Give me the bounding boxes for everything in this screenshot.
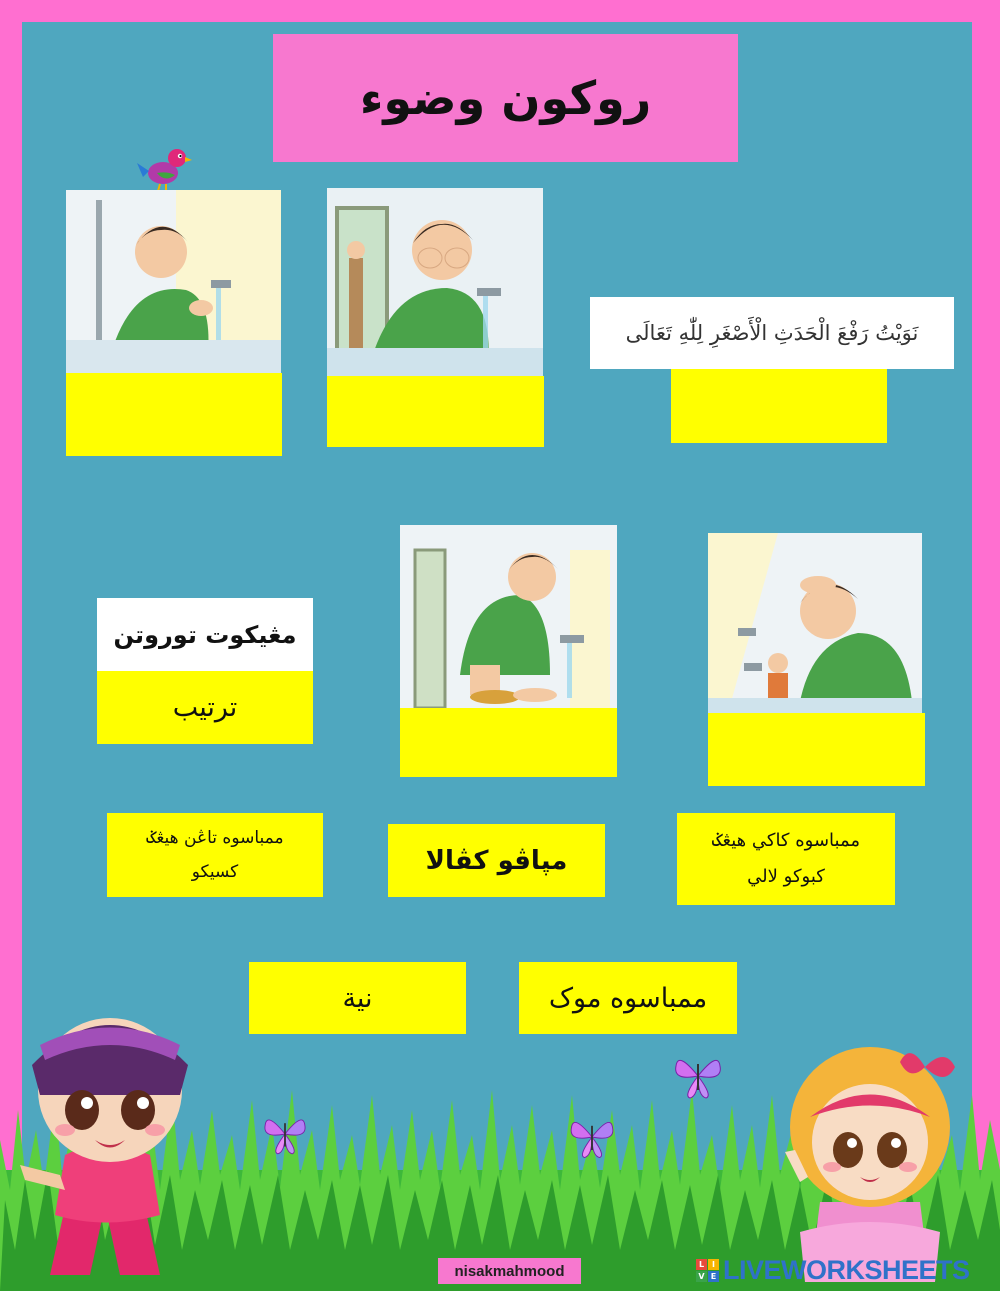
answer-box-washing-face[interactable]	[327, 376, 544, 447]
picture-card-washing-hands	[66, 190, 281, 373]
liveworksheets-brand[interactable]	[696, 1255, 970, 1285]
label-wash-feet-line1: ممباسوه کاکي هيڠݢ	[712, 830, 860, 851]
answer-box-wiping-head[interactable]	[708, 713, 925, 786]
label-wash-face[interactable]	[519, 962, 737, 1034]
page-title: روكون وضوء	[359, 71, 652, 125]
label-wash-hands-to-elbows[interactable]	[107, 813, 323, 897]
boy-washing-feet-illustration	[400, 525, 617, 708]
label-niat-text: نية	[342, 982, 373, 1014]
girl-character-illustration	[760, 1032, 980, 1282]
answer-box-washing-feet[interactable]	[400, 708, 617, 777]
label-follow-order-text: مڠيكوت توروتن	[113, 620, 297, 649]
butterfly-icon	[668, 1046, 728, 1106]
butterfly-icon	[564, 1108, 620, 1166]
label-wipe-head-text: مپاڤو کڤالا	[425, 845, 568, 876]
label-tertib[interactable]	[97, 671, 313, 744]
author-name: nisakmahmood	[454, 1262, 565, 1280]
butterfly-icon	[258, 1105, 312, 1163]
answer-box-niat[interactable]	[671, 369, 887, 443]
picture-card-washing-face	[327, 188, 543, 376]
label-follow-order	[97, 598, 313, 671]
boy-washing-hands-illustration	[66, 190, 281, 373]
label-wash-feet-to-ankles[interactable]	[677, 813, 895, 905]
label-wash-hands-line2: کسيکو	[191, 862, 239, 882]
liveworksheets-logo-icon: L I V E	[696, 1259, 719, 1282]
label-wash-face-text: ممباسوه موک	[548, 982, 708, 1014]
label-wash-feet-line2: کبوکو لالي	[747, 866, 825, 887]
label-wash-hands-line1: ممباسوه تاڠن هيڠݢ	[146, 828, 284, 848]
picture-card-washing-feet	[400, 525, 617, 708]
title-banner	[273, 34, 738, 162]
niat-arabic-text: نَوَيْتُ رَفْعَ الْحَدَثِ الْأَصْغَرِ لِلّٰهِ تَعَالَى	[590, 297, 954, 369]
label-wipe-head[interactable]	[388, 824, 605, 897]
boy-wiping-head-illustration	[708, 533, 922, 713]
boy-character-illustration	[10, 1005, 220, 1285]
label-niat[interactable]	[249, 962, 466, 1034]
label-tertib-text: ترتيب	[172, 692, 238, 723]
bird-icon	[135, 143, 193, 193]
picture-card-wiping-head	[708, 533, 922, 713]
liveworksheets-wordmark: LIVEWORKSHEETS	[723, 1254, 970, 1285]
answer-box-washing-hands[interactable]	[66, 373, 282, 456]
author-tag	[438, 1258, 581, 1284]
boy-washing-face-illustration	[327, 188, 543, 376]
